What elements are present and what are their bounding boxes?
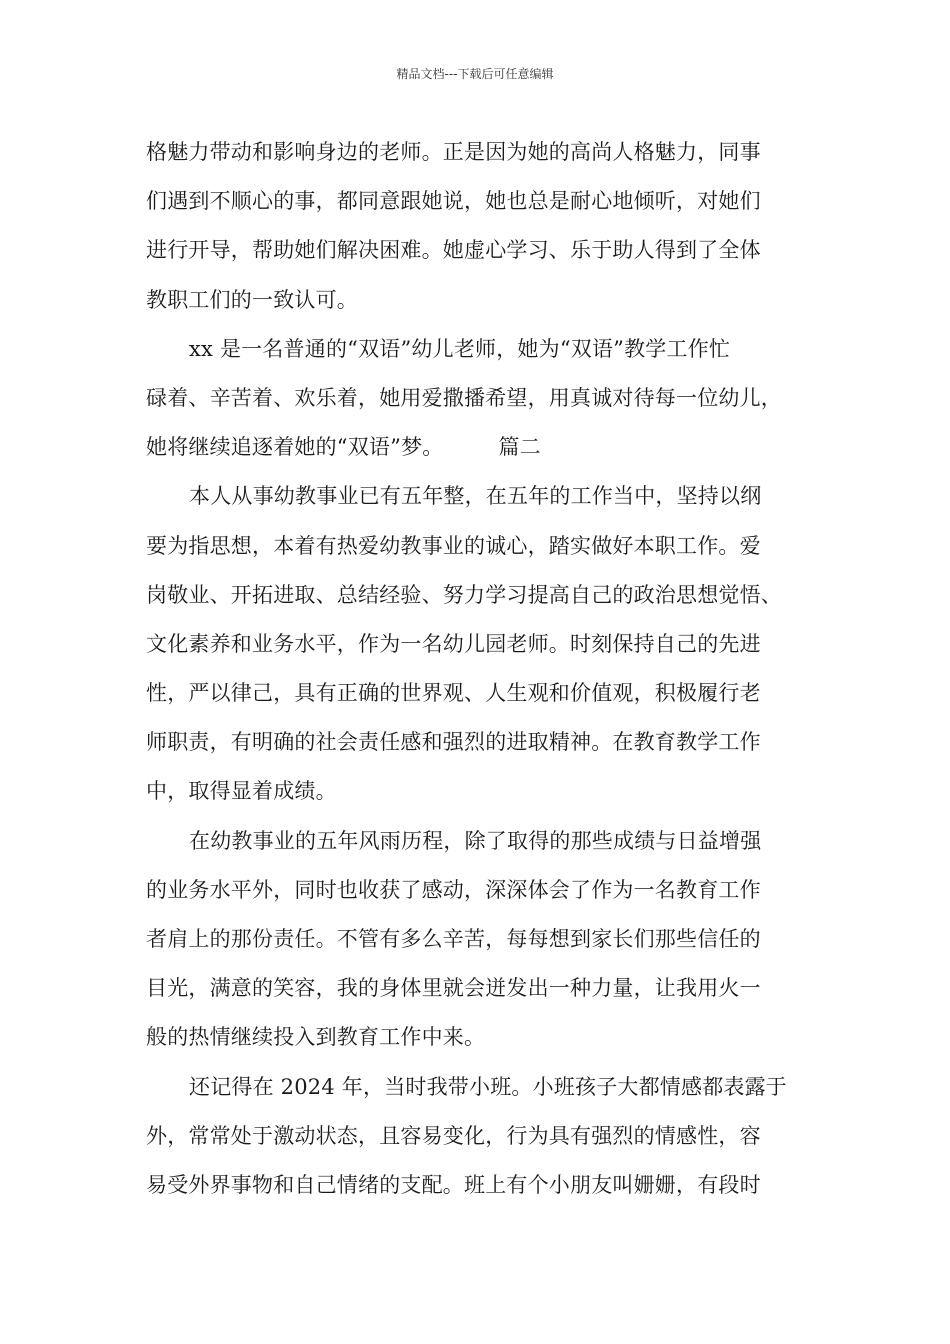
paragraph [146, 1063, 826, 1211]
text-line: 的业务水平外，同时也收获了感动，深深体会了作为一名教育工作 [146, 877, 761, 902]
text-line: 碌着、辛苦着、欢乐着，她用爱撒播希望，用真诚对待每一位幼儿， [146, 385, 782, 410]
text-line: 格魅力带动和影响身边的老师。正是因为她的高尚人格魅力，同事 [146, 140, 761, 164]
text-line: 目光，满意的笑容，我的身体里就会迸发出一种力量，让我用火一 [146, 976, 761, 1001]
paragraph [146, 128, 826, 325]
text-line: 岗敬业、开拓进取、总结经验、努力学习提高自己的政治思想觉悟、 [146, 582, 782, 607]
text-line: 要为指思想，本着有热爱幼教事业的诚心，踏实做好本职工作。爱 [146, 533, 761, 558]
text-line: 文化素养和业务水平，作为一名幼儿园老师。时刻保持自己的先进 [146, 631, 761, 656]
text-line: 中，取得显着成绩。 [146, 779, 337, 804]
text-line: 性，严以律己，具有正确的世界观、人生观和价值观，积极履行老 [146, 681, 761, 706]
page-header: 精品文档---下载后可任意编辑 [396, 67, 554, 81]
text-line: 们遇到不顺心的事，都同意跟她说，她也总是耐心地倾听，对她们 [146, 189, 761, 214]
text-line: 外，常常处于激动状态，且容易变化，行为具有强烈的情感性，容 [146, 1123, 761, 1148]
paragraph [146, 325, 826, 473]
section-label: 篇二 [498, 435, 541, 460]
text-line: 她将继续追逐着她的“双语”梦。 [146, 435, 444, 460]
text-line: 本人从事幼教事业已有五年整，在五年的工作当中，坚持以纲 [189, 484, 762, 509]
paragraph [146, 817, 826, 1063]
text-line: 般的热情继续投入到教育工作中来。 [146, 1025, 486, 1050]
text-line: xx 是一名普通的“双语”幼儿老师，她为“双语”教学工作忙 [189, 336, 731, 361]
text-line: 进行开导，帮助她们解决困难。她虚心学习、乐于助人得到了全体 [146, 238, 761, 263]
text-line: 在幼教事业的五年风雨历程，除了取得的那些成绩与日益增强 [189, 828, 762, 853]
text-line: 者肩上的那份责任。不管有多么辛苦，每每想到家长们那些信任的 [146, 927, 761, 951]
text-line: 教职工们的一致认可。 [146, 287, 358, 312]
text-line-with-section [146, 423, 826, 472]
document-body [146, 128, 826, 1210]
text-line: 易受外界事物和自己情绪的支配。班上有个小朋友叫姗姗，有段时 [146, 1172, 761, 1197]
text-line: 还记得在 2024 年，当时我带小班。小班孩子大都情感都表露于 [189, 1074, 787, 1099]
paragraph [146, 472, 826, 816]
text-line: 师职责，有明确的社会责任感和强烈的进取精神。在教育教学工作 [146, 730, 761, 755]
